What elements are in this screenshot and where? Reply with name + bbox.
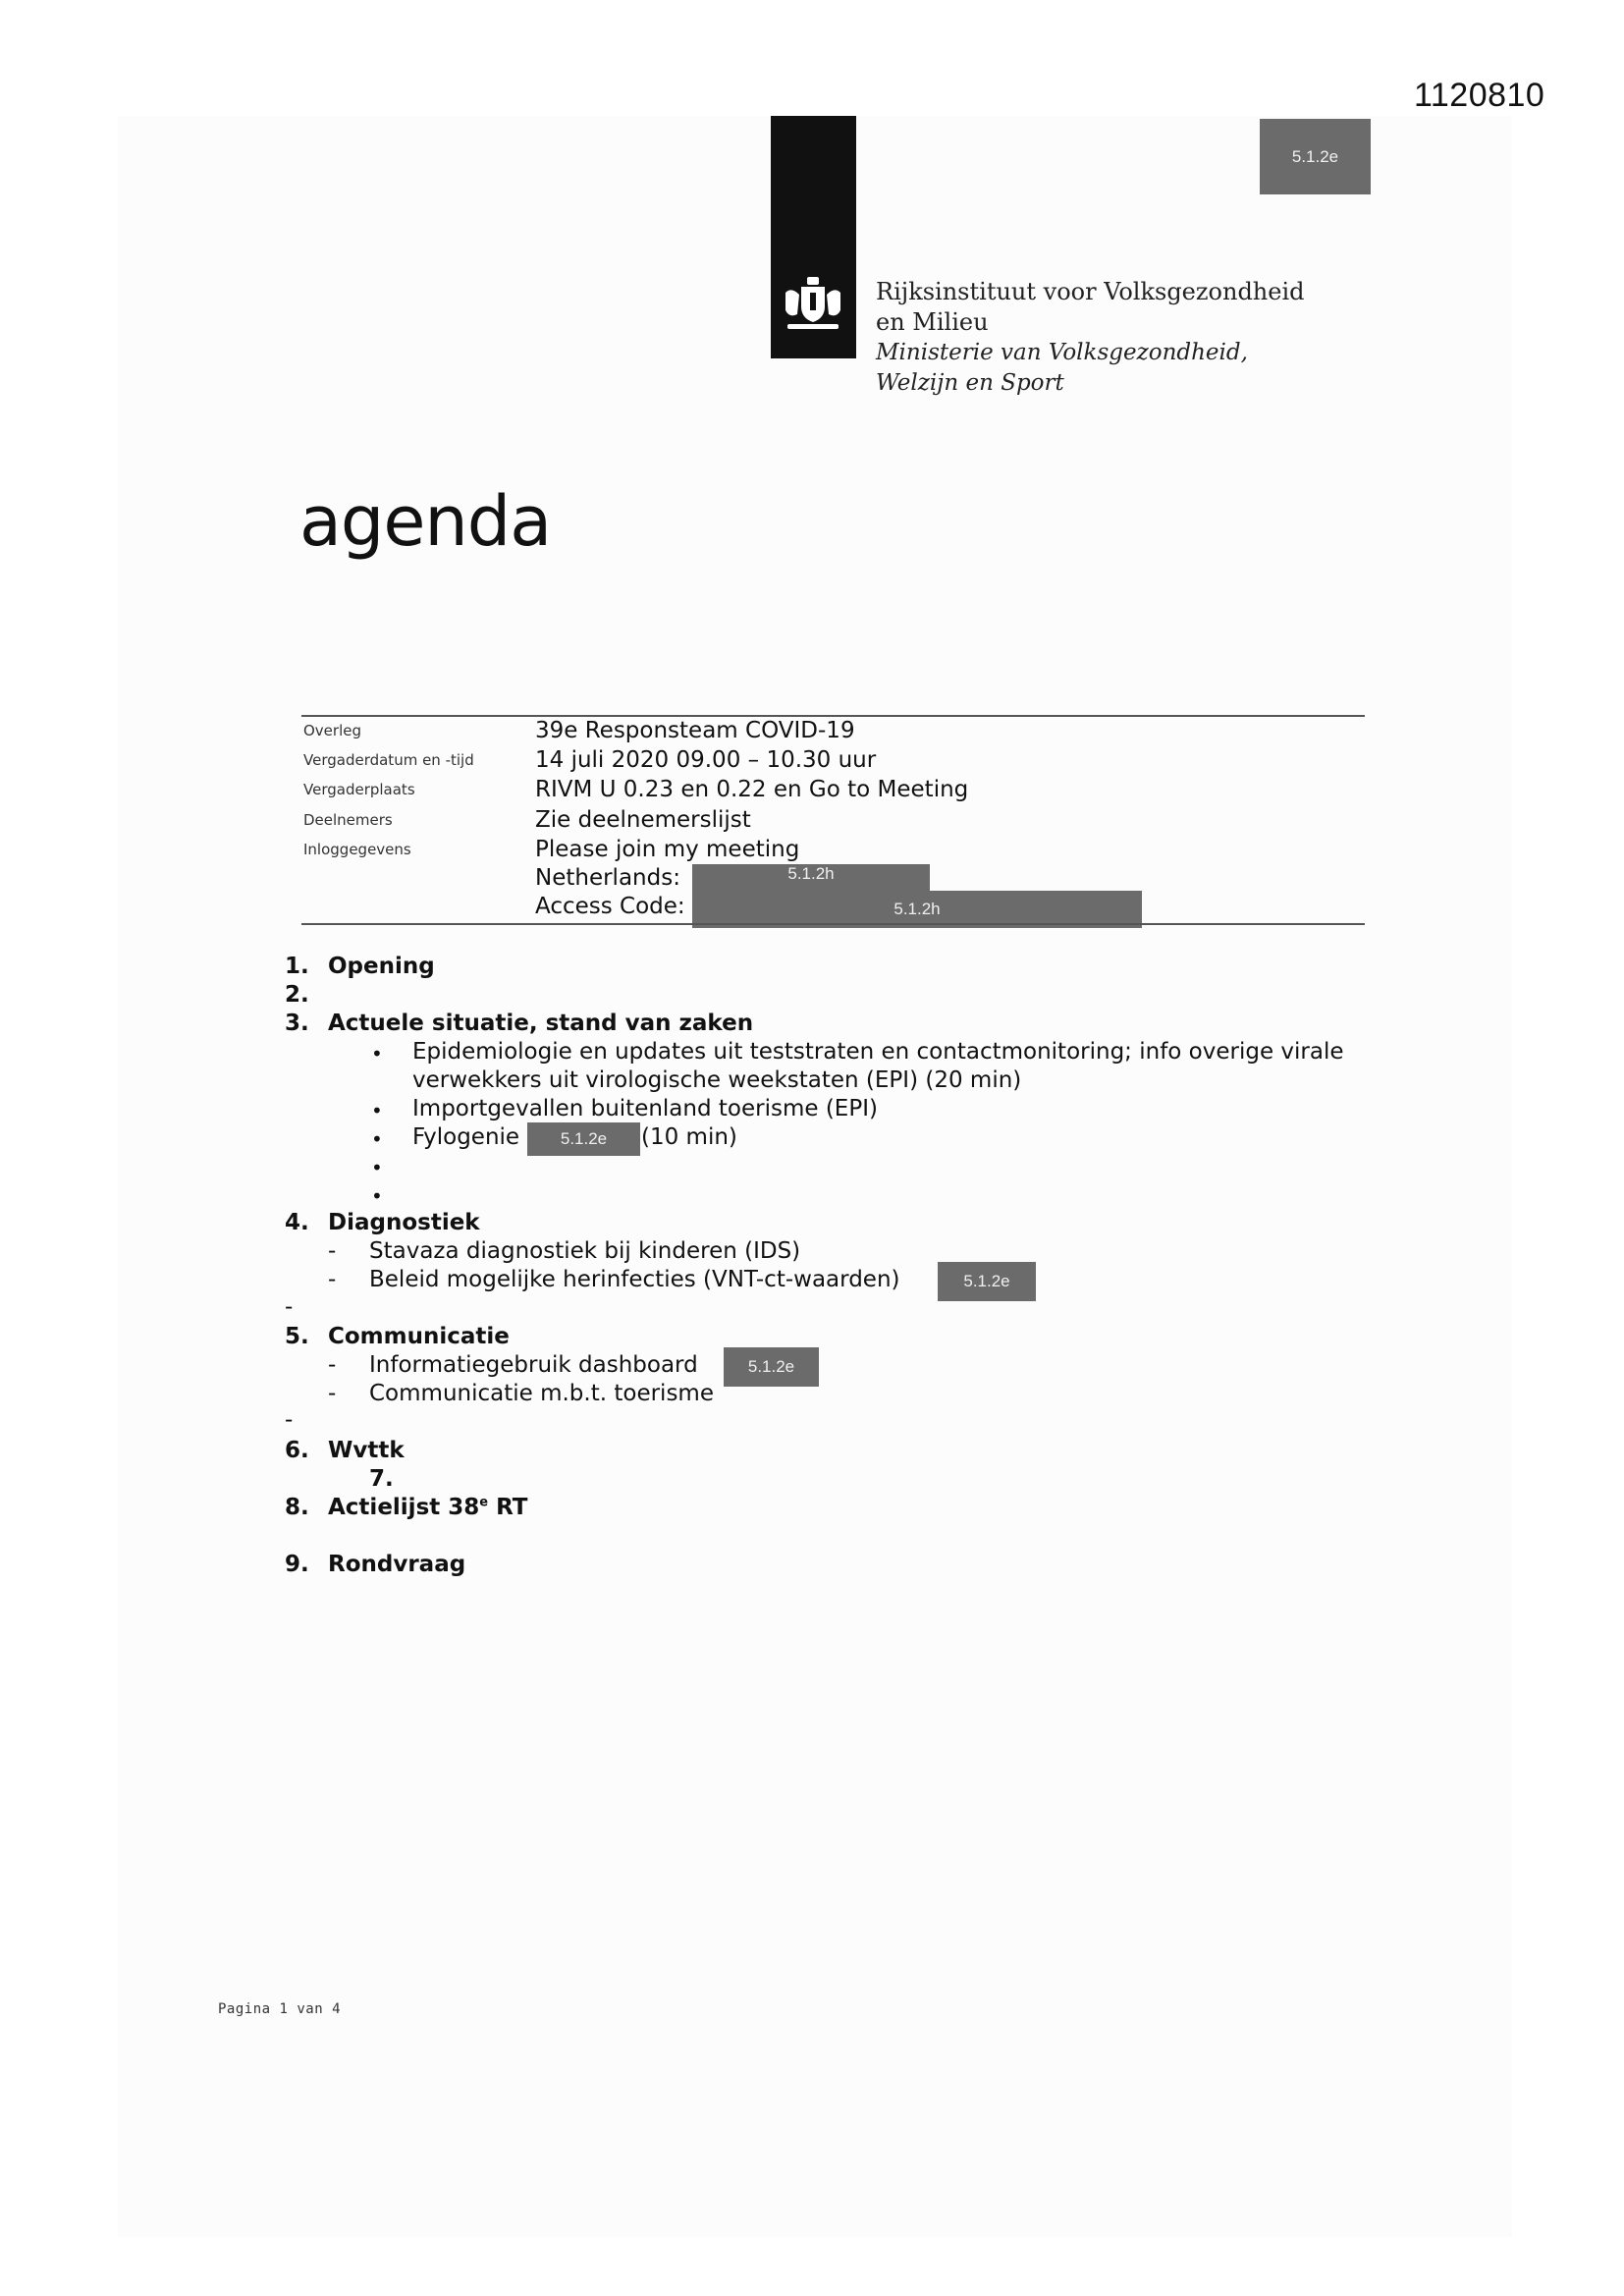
label-deelnemers: Deelnemers <box>303 811 393 829</box>
redaction-header: 5.1.2e <box>1260 119 1371 194</box>
agenda-num-8: 8. <box>285 1495 309 1520</box>
bullet-icon: • <box>371 1099 383 1122</box>
subitem-importgevallen: Importgevallen buitenland toerisme (EPI) <box>412 1096 878 1121</box>
login-netherlands: Netherlands: <box>535 865 680 891</box>
agenda-num-1: 1. <box>285 954 309 979</box>
bullet-icon: • <box>371 1184 383 1208</box>
agenda-num-5: 5. <box>285 1324 309 1349</box>
subitem-epidemiologie-cont: verwekkers uit virologische weekstaten (EPI) (20 min) <box>412 1067 1022 1093</box>
value-vergaderdatum: 14 juli 2020 09.00 – 10.30 uur <box>535 747 877 773</box>
agenda-num-9: 9. <box>285 1552 309 1577</box>
agenda-num-2: 2. <box>285 982 309 1008</box>
subitem-stavaza: Stavaza diagnostiek bij kinderen (IDS) <box>369 1238 801 1264</box>
org-line-3: Ministerie van Volksgezondheid, <box>876 340 1248 365</box>
redaction-dashboard: 5.1.2e <box>724 1347 819 1387</box>
bullet-icon: • <box>371 1127 383 1151</box>
subitem-epidemiologie: Epidemiologie en updates uit teststraten en contactmonitoring; info overige virale <box>412 1039 1344 1065</box>
agenda-item-rondvraag: Rondvraag <box>328 1552 466 1577</box>
agenda-item-actuele-situatie: Actuele situatie, stand van zaken <box>328 1011 754 1036</box>
org-line-4: Welzijn en Sport <box>876 370 1064 396</box>
redaction-fylogenie: 5.1.2e <box>527 1122 640 1156</box>
label-vergaderplaats: Vergaderplaats <box>303 781 415 798</box>
subitem-fylogenie-duration: (10 min) <box>641 1124 737 1150</box>
agenda-num-7: 7. <box>369 1466 394 1492</box>
label-vergaderdatum: Vergaderdatum en -tijd <box>303 751 474 769</box>
dash-marker: - <box>285 1294 294 1320</box>
org-line-2: en Milieu <box>876 308 989 336</box>
actielijst-sup: e <box>479 1495 489 1510</box>
agenda-item-communicatie: Communicatie <box>328 1324 510 1349</box>
dash-marker: - <box>285 1407 294 1433</box>
dash-marker: - <box>328 1352 337 1378</box>
subitem-fylogenie: Fylogenie <box>412 1124 520 1150</box>
document-id: 1120810 <box>1414 77 1545 114</box>
page-background <box>118 116 1512 2237</box>
value-vergaderplaats: RIVM U 0.23 en 0.22 en Go to Meeting <box>535 777 969 802</box>
dash-marker: - <box>328 1267 337 1292</box>
bullet-icon: • <box>371 1156 383 1179</box>
agenda-item-actielijst <box>328 1495 527 1520</box>
agenda-item-wvttk: Wvttk <box>328 1438 405 1463</box>
redaction-beleid: 5.1.2e <box>938 1262 1036 1301</box>
dash-marker: - <box>328 1238 337 1264</box>
subitem-beleid: Beleid mogelijke herinfecties (VNT-ct-waarden) <box>369 1267 900 1292</box>
redaction-access-code: 5.1.2h <box>692 891 1142 928</box>
label-overleg: Overleg <box>303 722 361 739</box>
dash-marker: - <box>328 1381 337 1406</box>
agenda-num-4: 4. <box>285 1210 309 1235</box>
agenda-num-3: 3. <box>285 1011 309 1036</box>
table-top-rule <box>301 715 1365 717</box>
subitem-dashboard: Informatiegebruik dashboard <box>369 1352 698 1378</box>
agenda-num-6: 6. <box>285 1438 309 1463</box>
subitem-toerisme: Communicatie m.b.t. toerisme <box>369 1381 714 1406</box>
crest-icon <box>778 273 848 338</box>
bullet-icon: • <box>371 1042 383 1066</box>
agenda-item-diagnostiek: Diagnostiek <box>328 1210 480 1235</box>
actielijst-suffix: RT <box>488 1495 528 1520</box>
label-inloggegevens: Inloggegevens <box>303 841 411 858</box>
organization-name <box>876 277 1305 399</box>
login-access-code: Access Code: <box>535 894 685 919</box>
value-inloggegevens: Please join my meeting <box>535 837 800 862</box>
page-title: agenda <box>299 481 552 562</box>
table-bottom-rule <box>301 923 1365 925</box>
redaction-phone-label: 5.1.2h <box>787 864 835 883</box>
agenda-item-opening: Opening <box>328 954 435 979</box>
actielijst-title: Actielijst 38 <box>328 1495 480 1520</box>
value-overleg: 39e Responsteam COVID-19 <box>535 718 855 743</box>
value-deelnemers: Zie deelnemerslijst <box>535 807 751 833</box>
org-line-1: Rijksinstituut voor Volksgezondheid <box>876 278 1305 305</box>
page-footer: Pagina 1 van 4 <box>218 2001 342 2017</box>
